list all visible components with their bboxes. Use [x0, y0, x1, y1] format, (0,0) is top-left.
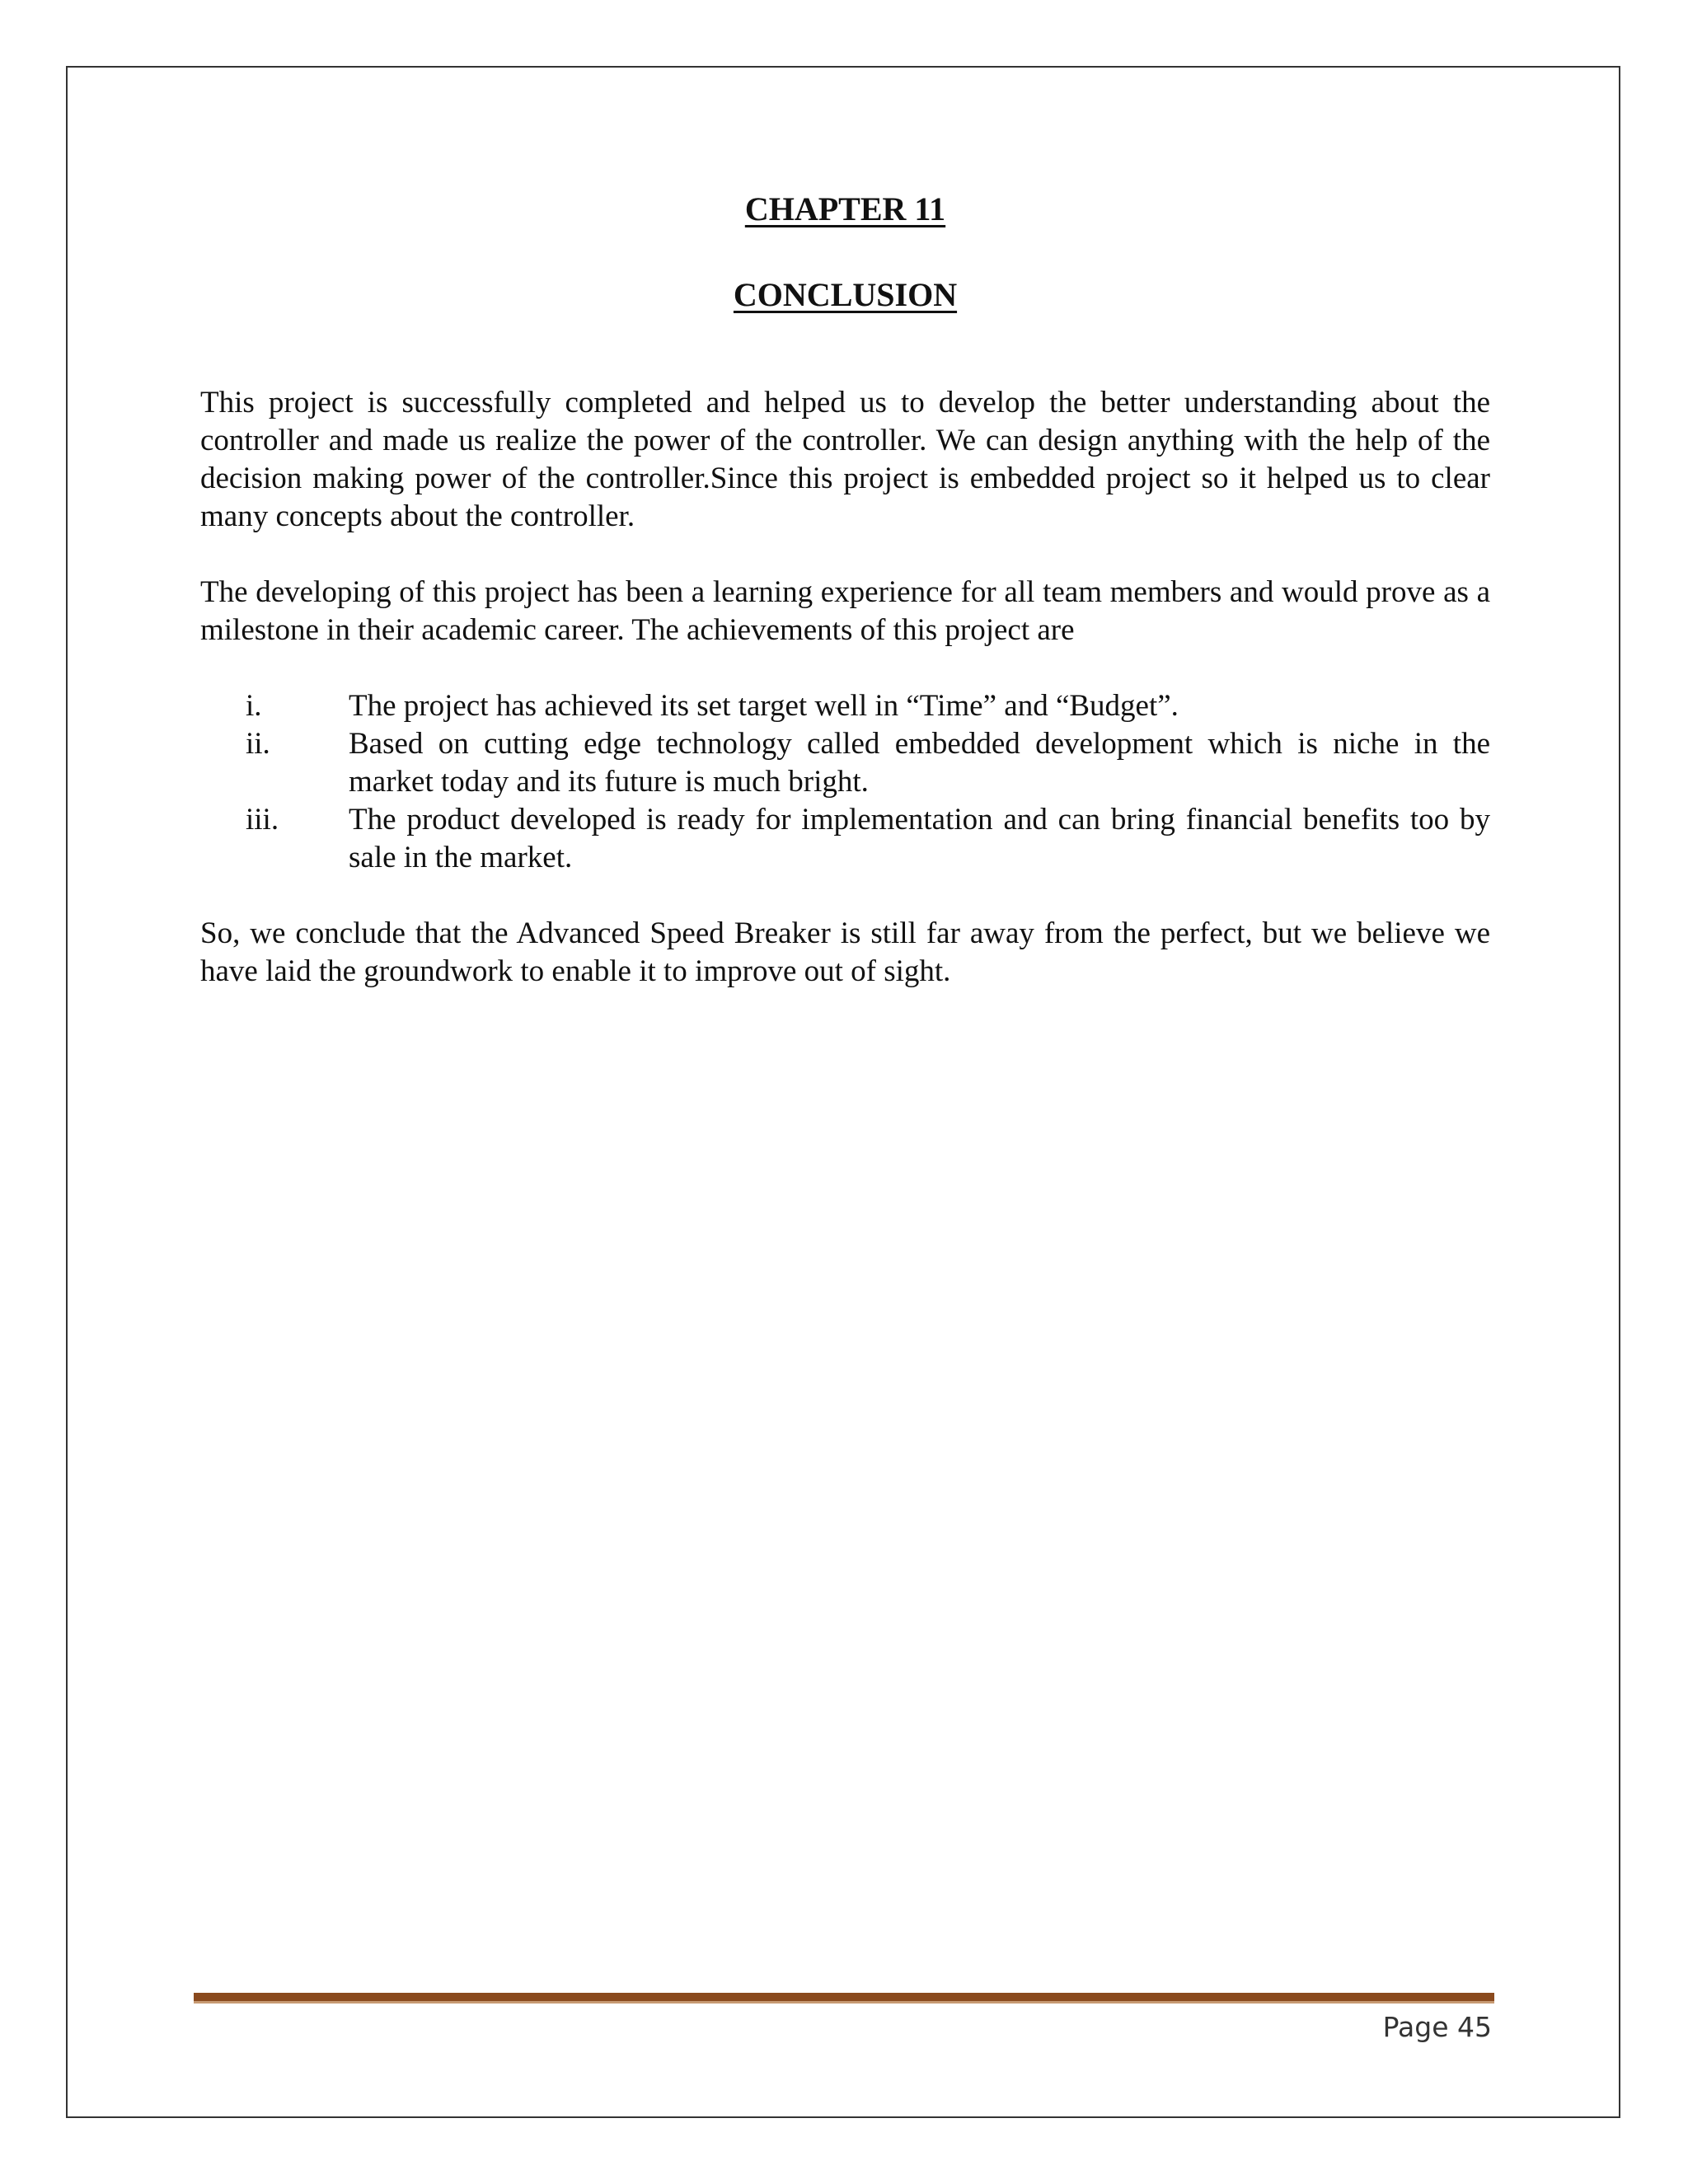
list-item [200, 801, 1490, 877]
paragraph-closing: So, we conclude that the Advanced Speed Breaker is still far away from the perfect, but we believe we have laid the groundwork to enable it to improve out of sight. [200, 916, 1490, 988]
list-item-number: iii. [246, 803, 279, 837]
list-item-text: The project has achieved its set target well in “Time” and “Budget”. [349, 689, 1179, 723]
paragraph-experience: The developing of this project has been a learning experience for all team members and would prove as a milestone in their academic career. The achievements of this project are [200, 575, 1490, 647]
page-number: Page 45 [1382, 2011, 1492, 2043]
chapter-heading: CHAPTER 11 [744, 190, 946, 227]
footer-rule [194, 1993, 1494, 2004]
page-content [200, 190, 1490, 991]
section-heading: CONCLUSION [733, 276, 958, 313]
list-item-text: Based on cutting edge technology called embedded development which is niche in the market today and its future is much bright. [349, 727, 1490, 799]
list-item-number: i. [246, 689, 262, 723]
paragraph-intro: This project is successfully completed and helped us to develop the better understanding about the controller and made us realize the power of the controller. We can design anything with the help of the decision making power of the controller.Since this project is embedded project so it helped us to clear many concepts about the controller. [200, 386, 1490, 533]
list-item [200, 725, 1490, 801]
achievements-list [200, 687, 1490, 877]
list-item-number: ii. [246, 727, 270, 761]
list-item [200, 687, 1490, 725]
list-item-text: The product developed is ready for implementation and can bring financial benefits too by sale in the market. [349, 803, 1490, 874]
